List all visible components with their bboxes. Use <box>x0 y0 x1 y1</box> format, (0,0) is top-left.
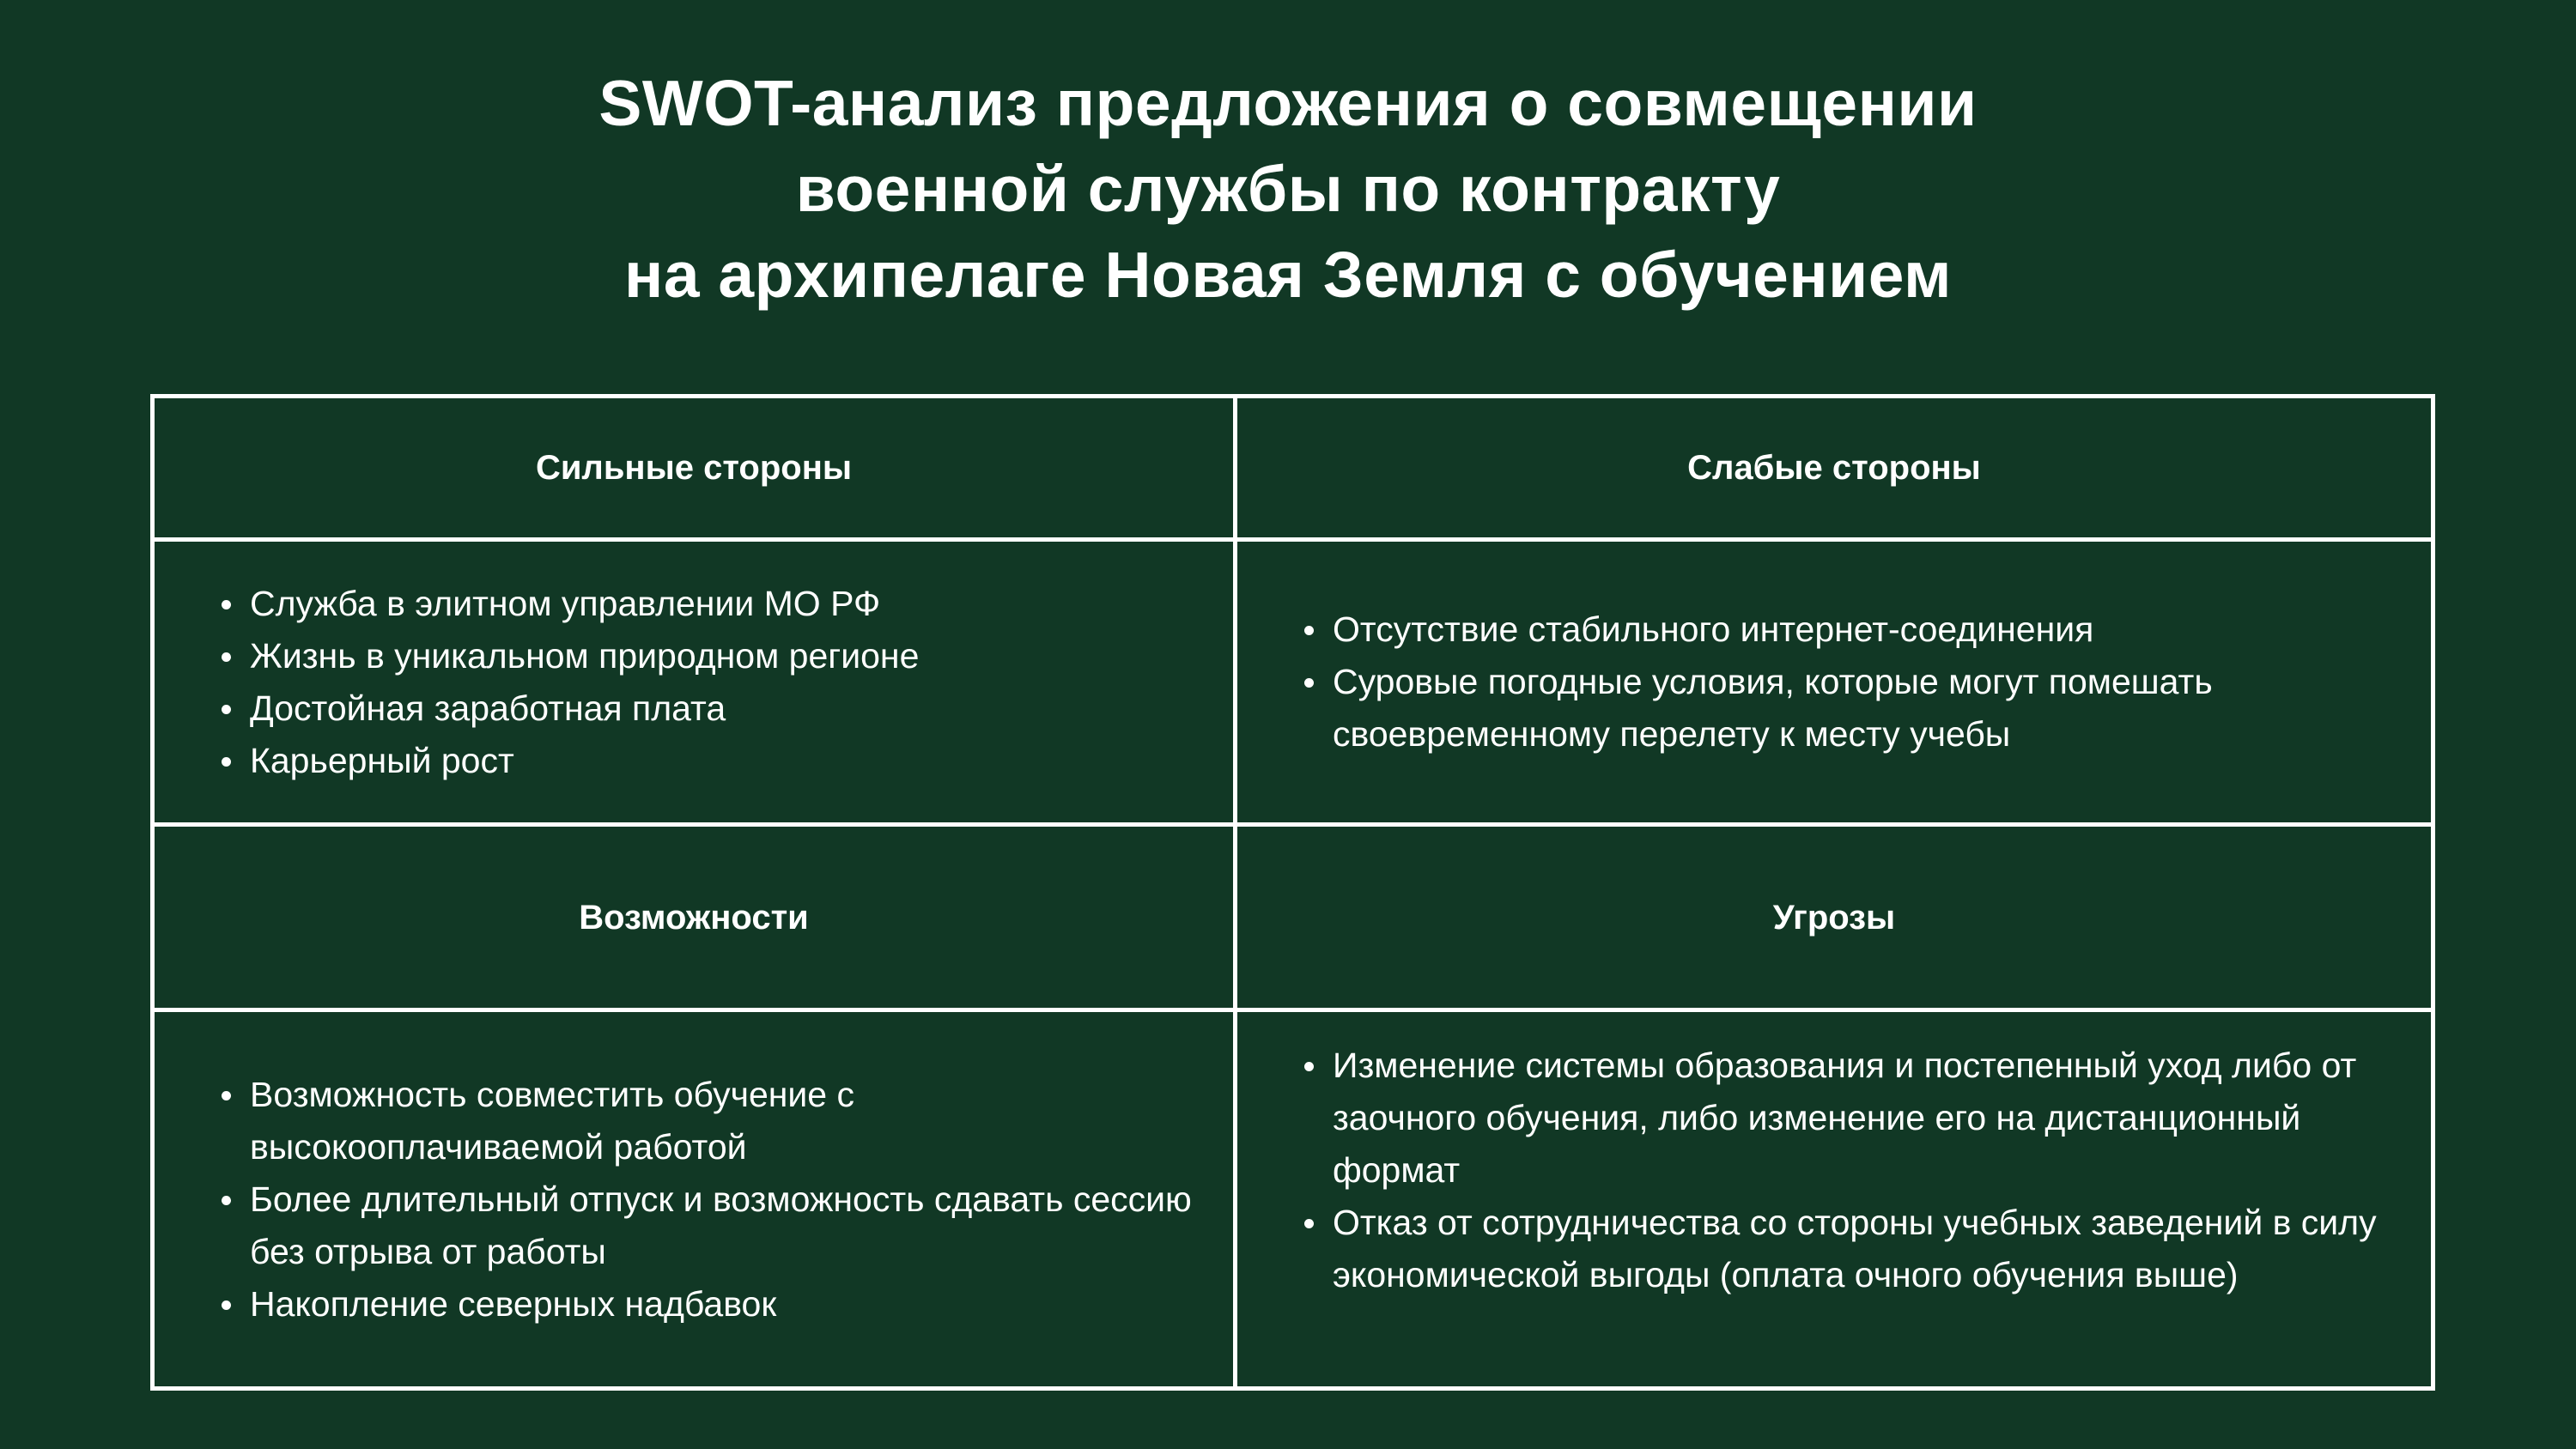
swot-body-row-1 <box>153 540 2433 825</box>
threats-header: Угрозы <box>1236 825 2433 1010</box>
list-item: Более длительный отпуск и возможность сдавать сессию без отрыва от работы <box>250 1173 1199 1278</box>
strengths-header: Сильные стороны <box>153 397 1236 540</box>
list-item: Отказ от сотрудничества со стороны учебных заведений в силу экономической выгоды (оплата очного обучения выше) <box>1333 1197 2397 1301</box>
weaknesses-cell <box>1236 540 2433 825</box>
list-item: Суровые погодные условия, которые могут помешать своевременному перелету к месту учебы <box>1333 656 2397 761</box>
threats-cell <box>1236 1010 2433 1389</box>
swot-body-row-2 <box>153 1010 2433 1389</box>
strengths-cell <box>153 540 1236 825</box>
swot-table <box>150 394 2435 1391</box>
title-line-2: военной службы по контракту <box>795 153 1781 225</box>
list-item: Отсутствие стабильного интернет-соединения <box>1333 603 2397 656</box>
list-item: Служба в элитном управлении МО РФ <box>250 578 1199 630</box>
opportunities-cell <box>153 1010 1236 1389</box>
opportunities-list <box>155 1069 1233 1331</box>
page-title <box>0 60 2576 318</box>
list-item: Достойная заработная плата <box>250 682 1199 735</box>
title-line-1: SWOT-анализ предложения о совмещении <box>598 67 1978 139</box>
list-item: Жизнь в уникальном природном регионе <box>250 630 1199 682</box>
list-item: Возможность совместить обучение с высокооплачиваемой работой <box>250 1069 1199 1173</box>
weaknesses-list <box>1237 603 2431 761</box>
list-item: Изменение системы образования и постепенный уход либо от заочного обучения, либо изменение его на дистанционный формат <box>1333 1040 2397 1197</box>
opportunities-header: Возможности <box>153 825 1236 1010</box>
strengths-list <box>155 578 1233 787</box>
list-item: Карьерный рост <box>250 735 1199 787</box>
list-item: Накопление северных надбавок <box>250 1278 1199 1331</box>
swot-header-row-2 <box>153 825 2433 1010</box>
title-line-3: на архипелаге Новая Земля с обучением <box>624 239 1952 311</box>
weaknesses-header: Слабые стороны <box>1236 397 2433 540</box>
threats-list <box>1237 1040 2431 1301</box>
swot-header-row-1 <box>153 397 2433 540</box>
